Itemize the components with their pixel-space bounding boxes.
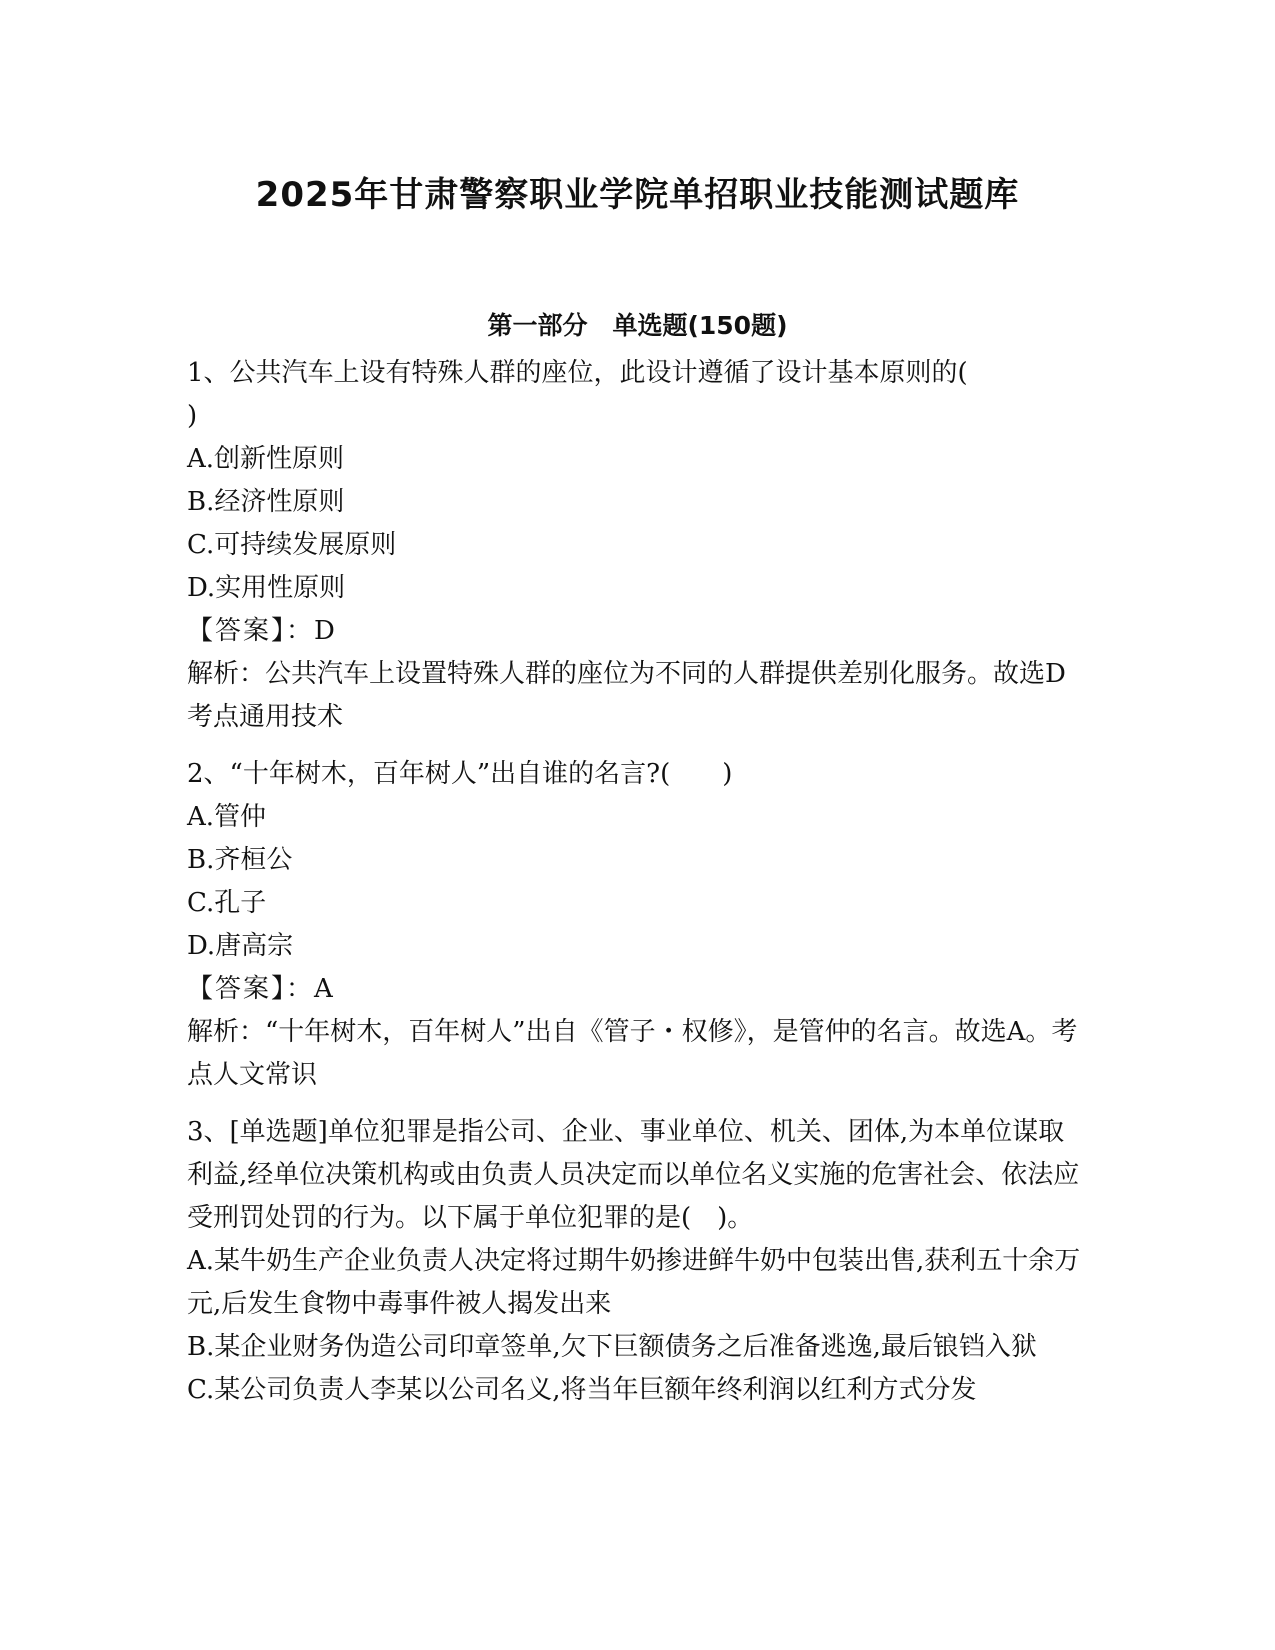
option-d: D.唐高宗 <box>187 931 294 961</box>
question-text <box>187 352 1082 438</box>
question-1 <box>187 352 1082 739</box>
option-a: A.管仲 <box>187 802 267 832</box>
option-b: B.齐桓公 <box>187 845 293 875</box>
option-b: B.经济性原则 <box>187 487 345 517</box>
question-3 <box>187 1111 1082 1412</box>
option-b: B.某企业财务伪造公司印章签单,欠下巨额债务之后准备逃逸,最后锒铛入狱 <box>187 1332 1037 1362</box>
option-c: C.某公司负责人李某以公司名义,将当年巨额年终利润以红利方式分发 <box>187 1375 977 1405</box>
answer-value: A <box>314 974 333 1004</box>
question-text: 2、“十年树木，百年树人”出自谁的名言?( ) <box>187 759 733 789</box>
section-heading: 第一部分 单选题(150题) <box>487 310 788 340</box>
question-list <box>187 352 1082 1426</box>
option-a: A.创新性原则 <box>187 444 345 474</box>
answer-label: 【答案】： <box>187 616 315 646</box>
document-title: 2025年甘肃警察职业学院单招职业技能测试题库 <box>255 174 1020 215</box>
question-2 <box>187 753 1082 1097</box>
option-a: A.某牛奶生产企业负责人决定将过期牛奶掺进鲜牛奶中包装出售,获利五十余万元,后发生食物中毒事件被人揭发出来 <box>187 1246 1081 1319</box>
answer-label: 【答案】： <box>187 974 315 1004</box>
answer-value: D <box>314 616 335 646</box>
option-c: C.可持续发展原则 <box>187 530 397 560</box>
answer-line <box>187 968 1082 1011</box>
analysis-text: 解析：公共汽车上设置特殊人群的座位为不同的人群提供差别化服务。故选D考点通用技术 <box>187 659 1066 732</box>
analysis-text: 解析：“十年树木，百年树人”出自《管子・权修》，是管仲的名言。故选A。考点人文常识 <box>187 1017 1078 1090</box>
option-d: D.实用性原则 <box>187 573 346 603</box>
question-text: 3、[单选题]单位犯罪是指公司、企业、事业单位、机关、团体,为本单位谋取利益,经单位决策机构或由负责人员决定而以单位名义实施的危害社会、依法应受刑罚处罚的行为。以下属于单位犯罪的是( )。 <box>187 1117 1080 1233</box>
answer-line <box>187 610 1082 653</box>
question-text-content: 1、公共汽车上设有特殊人群的座位，此设计遵循了设计基本原则的( ) <box>187 358 968 431</box>
option-c: C.孔子 <box>187 888 267 918</box>
